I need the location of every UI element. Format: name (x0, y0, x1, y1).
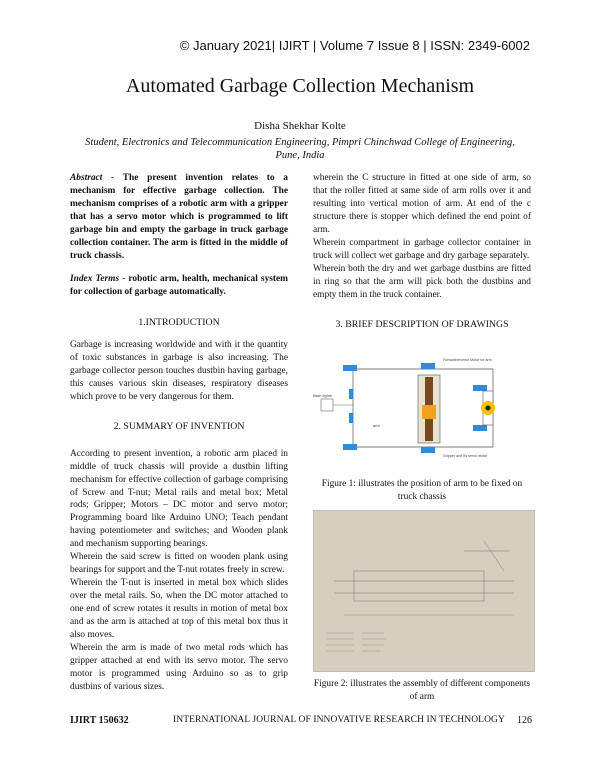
paper-title: Automated Garbage Collection Mechanism (125, 75, 475, 97)
body-paragraph: Wherein both the dry and wet garbage dustbins are fitted in ring so that the arm will pick both the dustbins and empty them in the truck container. (313, 263, 531, 300)
section-heading-summary: 2. SUMMARY OF INVENTION (113, 421, 245, 433)
figure-2-caption: Figure 2: illustrates the assembly of different components of arm (313, 679, 531, 703)
introduction-paragraph: Garbage is increasing worldwide and with it the quantity of toxic substances in garbage is also increasing. The garbage collector person touches dustbin having garbage, this causes various skin diseases, respiratory diseases which prove to be very dangerous for them. (70, 340, 288, 403)
header-text: © January 2021| IJIRT | Volume 7 Issue 8 | ISSN: 2349-6002 (179, 38, 530, 53)
summary-paragraph: Wherein the arm is made of two metal rods which has gripper attached at end with its servo motor. The servo motor is programmed using Arduino so as to grip dustbins of various sizes. (70, 643, 288, 693)
fig1-label-gripper: Gripper and it's servo motor (443, 454, 488, 459)
figure-1-diagram (313, 347, 533, 467)
footer-page-number: 126 (517, 715, 532, 726)
summary-paragraph: According to present invention, a robotic arm placed in middle of truck chassis will provide a dustbin lifting mechanism for effective collection of garbage comprising of Screw and T-nut; Metal rails and metal box; Metal rods; Gripper; Motors – DC motor and servo motor; Programming board like Arduino UNO; Teach pendant having potentiometer and switches; and Wooden plank and mechanism supporting bearings. (70, 448, 288, 550)
abstract (70, 172, 288, 263)
figure-2-photo (313, 510, 535, 672)
author-affiliation: Student, Electronics and Telecommunication Engineering, Pimpri Chinchwad College of Engineering, Pune, India (85, 137, 515, 162)
figure-1-caption: Figure 1: illustrates the position of arm to be fixed on truck chassis (321, 479, 523, 503)
fig1-label-flash-lights: flash lights (313, 393, 332, 399)
left-column (70, 172, 288, 694)
figure-2-drawing (314, 511, 534, 671)
index-terms-label: Index Terms - (70, 273, 126, 284)
body-paragraph: wherein the C structure in fitted at one side of arm, so that the roller fitted at same side of arm rolls over it and resulting into vertical motion of arm. At end of the c structure there is stopper which defined the end point of arm. (313, 173, 531, 235)
summary-paragraph: Wherein the T-nut is inserted in metal box which slides over the metal rails. So, when the DC motor attached to one end of screw rotates it results in motion of metal box and as the arm is attached at top of this metal box thus it also moves. (70, 578, 288, 641)
fig1-label-arm: arm (373, 423, 380, 429)
footer-paper-id: IJIRT 150632 (70, 715, 129, 726)
fig1-label-motor: Forward/reverse Motor for arm (443, 358, 492, 363)
section-heading-introduction: 1.INTRODUCTION (138, 316, 220, 328)
index-terms-text: robotic arm, health, mechanical system for collection of garbage automatically. (70, 273, 288, 297)
section-heading-drawings: 3. BRIEF DESCRIPTION OF DRAWINGS (335, 318, 509, 330)
summary-paragraph: Wherein the said screw is fitted on wooden plank using bearings for support and the T-nut rotates freely in screw. (70, 552, 288, 576)
index-terms (70, 273, 288, 299)
right-column (313, 172, 531, 710)
author-name: Disha Shekhar Kolte (254, 120, 346, 132)
body-paragraph: Wherein compartment in garbage collector container in truck will collect wet garbage and dry garbage separately. (313, 237, 531, 261)
abstract-text: The present invention relates to a mechanism for effective garbage collection. The mechanism comprises of a robotic arm with a gripper that has a servo motor which is programmed to lift garbage bin and empty the garbage in truck garbage collection container. The arm is fitted in the middle of truck chassis. (70, 173, 288, 261)
abstract-label: Abstract - (70, 173, 115, 183)
footer-journal-name: INTERNATIONAL JOURNAL OF INNOVATIVE RESEARCH IN TECHNOLOGY (173, 715, 505, 725)
